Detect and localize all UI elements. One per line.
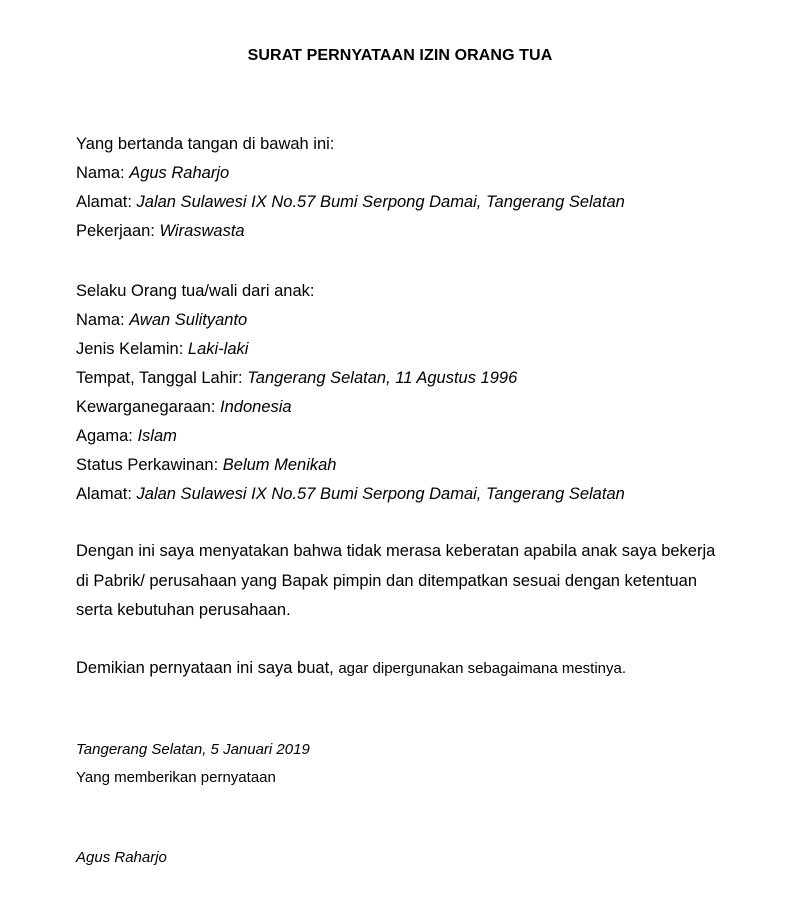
parent-name-row — [76, 159, 625, 188]
child-religion-row — [76, 422, 625, 451]
field-label: Tempat, Tanggal Lahir: — [76, 369, 243, 387]
child-nationality-row — [76, 393, 625, 422]
place-date: Tangerang Selatan, 5 Januari 2019 — [76, 741, 310, 758]
parent-intro: Yang bertanda tangan di bawah ini: — [76, 135, 335, 153]
field-label: Jenis Kelamin: — [76, 340, 184, 358]
field-label: Alamat: — [76, 193, 132, 211]
field-value: Jalan Sulawesi IX No.57 Bumi Serpong Damai, Tangerang Selatan — [136, 193, 625, 211]
child-gender-row — [76, 335, 625, 364]
field-value: Indonesia — [220, 398, 292, 416]
field-value: Laki-laki — [187, 340, 249, 358]
closing-paragraph — [76, 654, 756, 684]
document-title: SURAT PERNYATAAN IZIN ORANG TUA — [247, 47, 553, 64]
statement-line: serta kebutuhan perusahaan. — [76, 601, 291, 619]
signer-name: Agus Raharjo — [76, 849, 167, 866]
field-label: Nama: — [76, 164, 125, 182]
field-label: Agama: — [76, 427, 133, 445]
field-value: Islam — [137, 427, 177, 445]
parent-section — [76, 130, 625, 246]
child-address-row — [76, 480, 625, 509]
parent-occupation-row — [76, 217, 625, 246]
closing-part-1: Demikian pernyataan ini saya buat, — [76, 659, 339, 677]
closing-line — [76, 654, 756, 684]
parent-address-row — [76, 188, 625, 217]
field-label: Status Perkawinan: — [76, 456, 219, 474]
field-value: Wiraswasta — [159, 222, 245, 240]
signer-role: Yang memberikan pernyataan — [76, 769, 276, 786]
field-value: Agus Raharjo — [129, 164, 230, 182]
child-section — [76, 277, 625, 509]
field-value: Tangerang Selatan, 11 Agustus 1996 — [247, 369, 518, 387]
closing-part-2: agar dipergunakan sebagaimana mestinya. — [338, 660, 627, 677]
child-birth-row — [76, 364, 625, 393]
signature-block — [76, 736, 310, 792]
statement-line: Dengan ini saya menyatakan bahwa tidak merasa keberatan apabila anak saya bekerja — [76, 542, 716, 560]
field-value: Belum Menikah — [222, 456, 337, 474]
child-intro: Selaku Orang tua/wali dari anak: — [76, 282, 315, 300]
child-marital-row — [76, 451, 625, 480]
field-label: Pekerjaan: — [76, 222, 155, 240]
field-label: Kewarganegaraan: — [76, 398, 216, 416]
field-value: Jalan Sulawesi IX No.57 Bumi Serpong Damai, Tangerang Selatan — [136, 485, 625, 503]
field-value: Awan Sulityanto — [129, 311, 248, 329]
statement-paragraph — [76, 537, 756, 626]
field-label: Alamat: — [76, 485, 132, 503]
child-name-row — [76, 306, 625, 335]
statement-line: di Pabrik/ perusahaan yang Bapak pimpin dan ditempatkan sesuai dengan ketentuan — [76, 571, 698, 590]
field-label: Nama: — [76, 311, 125, 329]
